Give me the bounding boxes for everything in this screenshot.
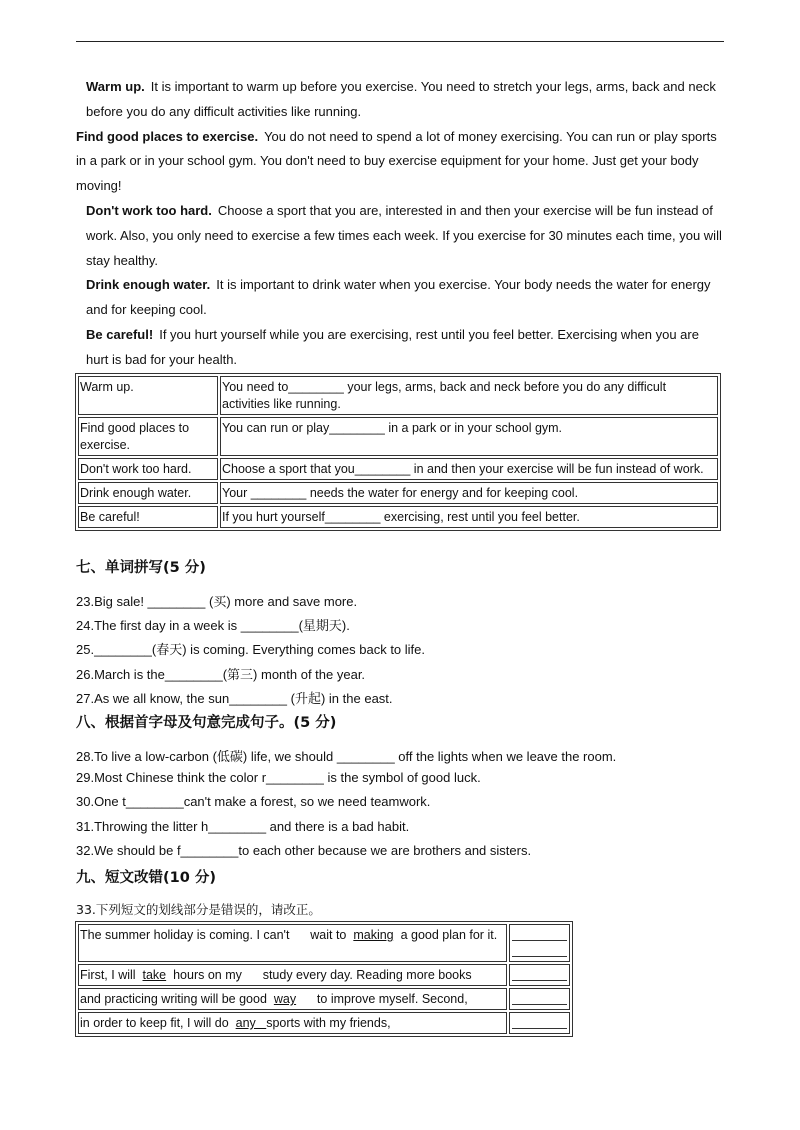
line-text: First, I will	[80, 968, 143, 982]
paragraph-heading: Find good places to exercise.	[76, 128, 259, 144]
answer-cell[interactable]	[509, 1012, 570, 1034]
section-title: 七、单词拼写(5 分)	[76, 560, 206, 576]
answer-blank[interactable]	[512, 969, 567, 981]
table-cell-heading: Drink enough water.	[78, 482, 218, 504]
answer-blank[interactable]	[512, 929, 567, 941]
reading-passage	[76, 75, 722, 373]
question-item: 23.Big sale! ________ (买) more and save more.	[76, 594, 358, 609]
table-row	[78, 458, 718, 480]
table-cell-sentence: You need to________ your legs, arms, back and neck before you do any difficult activities like running.	[220, 376, 718, 415]
paragraph-heading: Drink enough water.	[86, 277, 211, 293]
section-title: 八、根据首字母及句意完成句子。(5 分)	[76, 715, 337, 731]
passage-line	[78, 924, 507, 962]
table-row	[78, 988, 570, 1010]
question-item: 30.One t________can't make a forest, so we need teamwork.	[76, 794, 431, 809]
answer-blank[interactable]	[512, 1017, 567, 1029]
answer-cell[interactable]	[509, 924, 570, 962]
question-item: 28.To live a low-carbon (低碳) life, we should ________ off the lights when we leave the room.	[76, 749, 617, 764]
underlined-word: making	[353, 928, 394, 942]
line-text: hours on my study every day. Reading more books	[166, 968, 472, 982]
answer-blank[interactable]	[512, 945, 567, 957]
question-item: 27.As we all know, the sun________ (升起) in the east.	[76, 691, 393, 706]
line-text: and practicing writing will be good	[80, 992, 274, 1006]
answer-blank[interactable]	[512, 993, 567, 1005]
question-item: 25.________(春天) is coming. Everything comes back to life.	[76, 642, 426, 657]
line-text: sports with my friends,	[266, 1016, 391, 1030]
paragraph-heading: Be careful!	[86, 326, 154, 342]
passage-paragraph	[76, 125, 722, 199]
underlined-word: any	[235, 1016, 267, 1030]
question-item: 26.March is the________(第三) month of the year.	[76, 667, 366, 682]
table-row	[78, 376, 718, 415]
table-row	[78, 924, 570, 962]
table-cell-sentence: You can run or play________ in a park or in your school gym.	[220, 417, 718, 456]
line-text: a good plan for it.	[393, 928, 498, 942]
line-text: The summer holiday is coming. I can't wait to	[80, 928, 354, 942]
table-row	[78, 964, 570, 986]
passage-line	[78, 988, 507, 1010]
passage-line	[78, 1012, 507, 1034]
table-cell-heading: Find good places to exercise.	[78, 417, 218, 456]
table-row	[78, 417, 718, 456]
paragraph-text: It is important to warm up before you exercise. You need to stretch your legs, arms, back and neck before you do any difficult activities like running.	[86, 79, 716, 119]
error-correction-table	[75, 921, 573, 1037]
table-row	[78, 506, 718, 528]
table-cell-sentence: Choose a sport that you________ in and then your exercise will be fun instead of work.	[220, 458, 718, 480]
passage-paragraph	[76, 199, 722, 273]
line-text: in order to keep fit, I will do	[80, 1016, 236, 1030]
summary-table	[75, 373, 721, 531]
answer-cell[interactable]	[509, 988, 570, 1010]
question-item: 24.The first day in a week is ________(星期天).	[76, 618, 350, 633]
paragraph-text: It is important to drink water when you exercise. Your body needs the water for energy and for keeping cool.	[86, 277, 711, 318]
header-rule	[76, 41, 724, 42]
line-text: to improve myself. Second,	[296, 992, 468, 1006]
table-cell-heading: Be careful!	[78, 506, 218, 528]
paragraph-text: You do not need to spend a lot of money exercising. You can run or play sports in a park or in your school gym. You don't need to buy exercise equipment for your home. Just get your body moving!	[76, 128, 717, 194]
section-title: 九、短文改错(10 分)	[76, 870, 216, 886]
table-cell-heading: Don't work too hard.	[78, 458, 218, 480]
paragraph-text: Choose a sport that you are, interested in and then your exercise will be fun instead of work. Also, you only need to exercise a few times each week. If you exercise for 30 minutes each time, you will stay healthy.	[86, 202, 722, 268]
underlined-word: take	[142, 968, 167, 982]
question-item: 31.Throwing the litter h________ and there is a bad habit.	[76, 819, 410, 834]
table-cell-sentence: Your ________ needs the water for energy and for keeping cool.	[220, 482, 718, 504]
passage-paragraph	[76, 273, 722, 323]
table-cell-heading: Warm up.	[78, 376, 218, 415]
paragraph-heading: Don't work too hard.	[86, 202, 212, 218]
table-cell-sentence: If you hurt yourself________ exercising, rest until you feel better.	[220, 506, 718, 528]
answer-cell[interactable]	[509, 964, 570, 986]
paragraph-heading: Warm up.	[86, 79, 145, 94]
passage-paragraph	[76, 323, 722, 373]
passage-line	[78, 964, 507, 986]
section-instruction: 33.下列短文的划线部分是错误的，请改正。	[76, 902, 321, 917]
underlined-word: way	[273, 992, 297, 1006]
paragraph-text: If you hurt yourself while you are exercising, rest until you feel better. Exercising when you are hurt is bad for your health.	[86, 326, 699, 367]
passage-paragraph	[76, 75, 722, 125]
question-item: 32.We should be f________to each other because we are brothers and sisters.	[76, 843, 532, 858]
table-row	[78, 1012, 570, 1034]
question-item: 29.Most Chinese think the color r________ is the symbol of good luck.	[76, 770, 481, 785]
table-row	[78, 482, 718, 504]
